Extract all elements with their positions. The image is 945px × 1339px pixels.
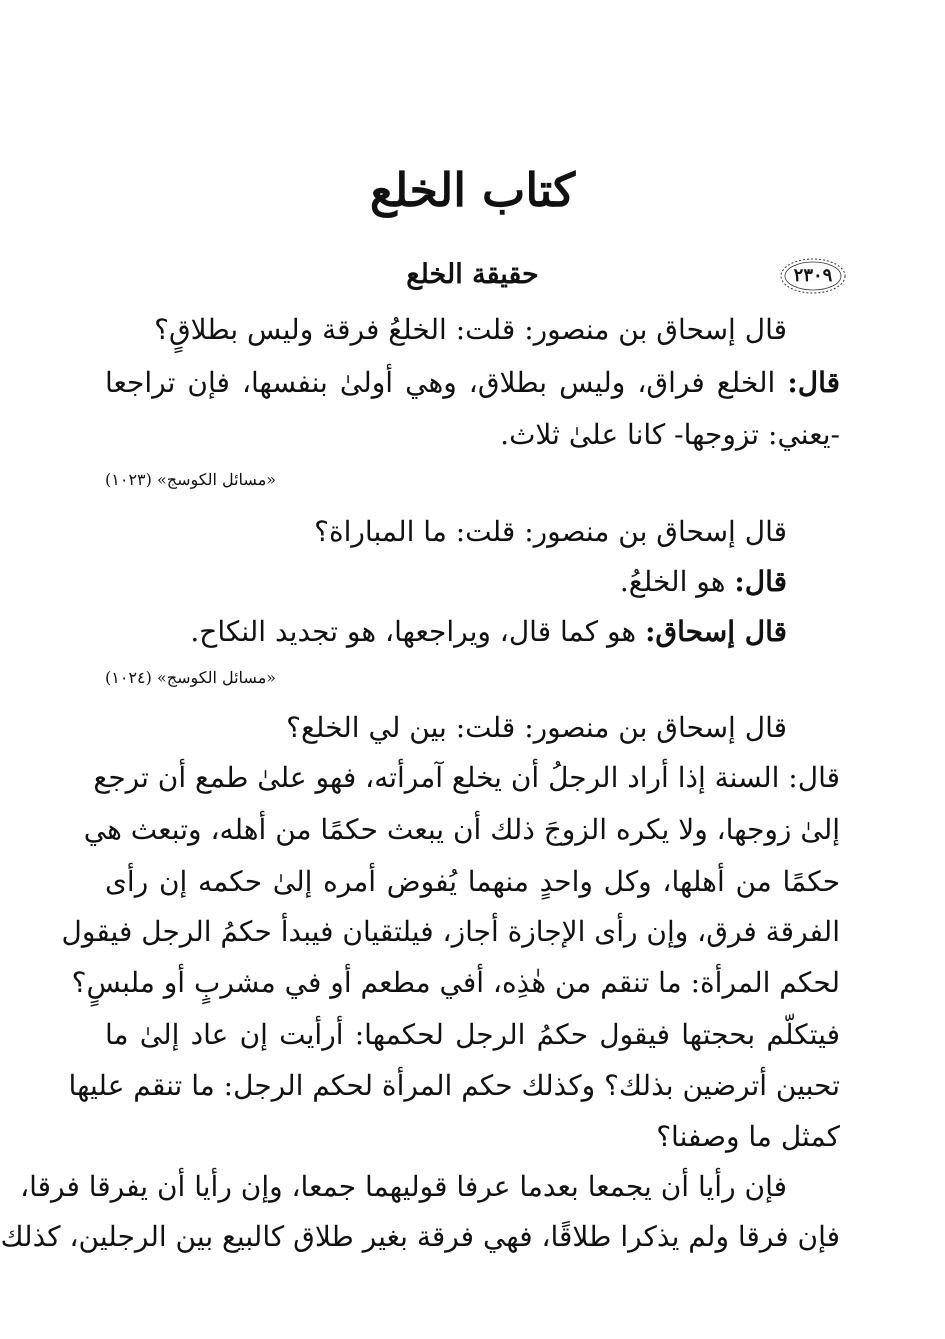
text-line: كمثل ما وصفنا؟ xyxy=(656,1120,840,1153)
text-line: فيتكلّم بحجتها فيقول حكمُ الرجل لحكمها: أرأيت إن عاد إلىٰ ما xyxy=(105,1018,840,1051)
text-line: قال إسحاق بن منصور: قلت: الخلعُ فرقة وليس بطلاقٍ؟ xyxy=(154,313,787,346)
text-line: لحكم المرأة: ما تنقم من هٰذِه، أفي مطعم أو في مشربٍ أو ملبسٍ؟ xyxy=(71,966,840,999)
text-line: قال: السنة إذا أراد الرجلُ أن يخلع آمرأته، فهو علىٰ طمع أن ترجع xyxy=(93,761,840,794)
chapter-number-badge xyxy=(778,256,848,296)
text-line: فإن فرقا ولم يذكرا طلاقًا، فهي فرقة بغير طلاق كالبيع بين الرجلين، كذلك xyxy=(0,1220,840,1253)
text-line: قال إسحاق بن منصور: قلت: ما المباراة؟ xyxy=(314,515,787,548)
text-line: -يعني: تزوجها- كانا علىٰ ثلاث. xyxy=(500,418,840,451)
source-reference: «مسائل الكوسج» (١٠٢٤) xyxy=(105,668,277,687)
speaker-label: قال: xyxy=(734,565,787,598)
text-line: إلىٰ زوجها، ولا يكره الزوجَ ذلك أن يبعث حكمًا من أهله، وتبعث هي xyxy=(83,813,840,846)
chapter-title: حقيقة الخلع xyxy=(406,259,539,290)
speaker-label: قال: xyxy=(787,366,840,399)
source-reference: «مسائل الكوسج» (١٠٢٣) xyxy=(105,470,277,489)
line-body: الخلع فراق، وليس بطلاق، وهي أولىٰ بنفسها، فإن تراجعا xyxy=(105,366,788,399)
text-line: فإن رأيا أن يجمعا بعدما عرفا قوليهما جمعا، وإن رأيا أن يفرقا فرقا، xyxy=(20,1170,787,1203)
text-line: تحبين أترضين بذلك؟ وكذلك حكم المرأة لحكم الرجل: ما تنقم عليها xyxy=(68,1069,840,1102)
text-line xyxy=(105,358,840,408)
text-line xyxy=(105,607,787,657)
text-line: قال إسحاق بن منصور: قلت: بين لي الخلع؟ xyxy=(286,711,787,744)
text-line xyxy=(105,557,787,607)
line-body: هو الخلعُ. xyxy=(619,565,735,598)
chapter-number: ٢٣٠٩ xyxy=(793,265,833,286)
line-body: هو كما قال، ويراجعها، هو تجديد النكاح. xyxy=(190,615,646,648)
text-line: الفرقة فرق، وإن رأى الإجازة أجاز، فيلتقيان فيبدأ حكمُ الرجل فيقول xyxy=(61,915,840,948)
speaker-label: قال إسحاق: xyxy=(645,615,787,648)
text-line: حكمًا من أهلها، وكل واحدٍ منهما يُفوض أمره إلىٰ حكمه إن رأى xyxy=(105,865,840,898)
book-title: كتاب الخلع xyxy=(369,163,576,217)
